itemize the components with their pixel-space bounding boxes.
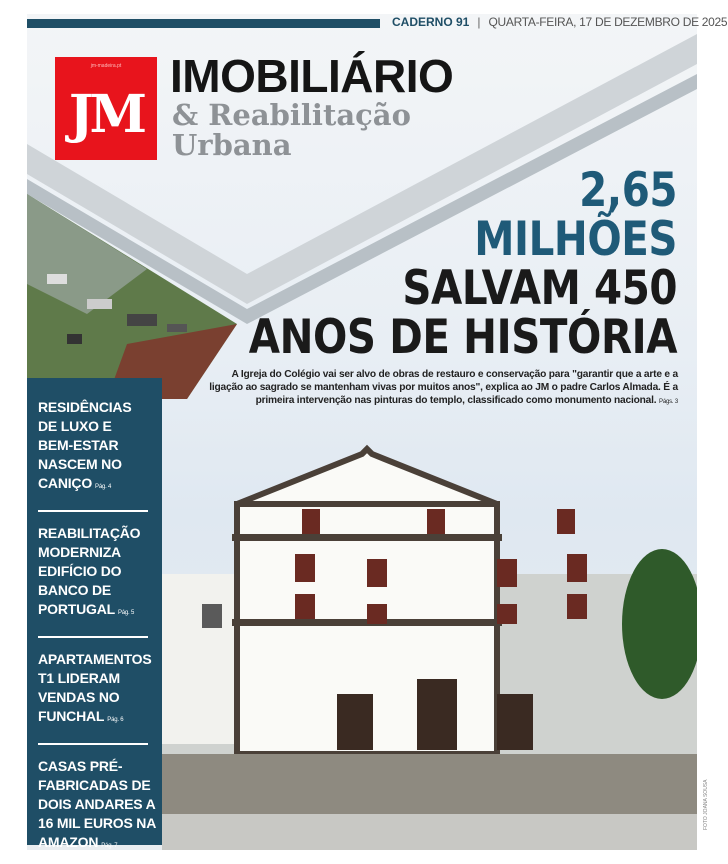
sidebar-story[interactable] xyxy=(38,524,153,623)
story-page: Pág. 7 xyxy=(101,843,118,849)
subtitle-line: Urbana xyxy=(172,128,292,162)
supplement-title: IMOBILIÁRIO xyxy=(170,50,454,102)
sidebar-story[interactable] xyxy=(38,650,160,730)
story-page: Pág. 5 xyxy=(117,610,135,616)
headline-line: ANOS DE HISTÓRIA xyxy=(248,310,677,365)
sidebar-stories xyxy=(27,378,162,850)
sidebar-story[interactable] xyxy=(38,757,162,856)
issue-header xyxy=(392,15,727,30)
story-title: CASAS PRÉ-FABRICADAS DE DOIS ANDARES A 16 MIL EUROS NA AMAZON xyxy=(38,758,156,850)
section-label: CADERNO 91 xyxy=(392,15,470,29)
header-separator: | xyxy=(477,15,481,29)
photo-credit: FOTO JOANA SOUSA xyxy=(703,779,709,830)
story-page: Pág. 6 xyxy=(107,717,124,723)
divider xyxy=(38,510,148,512)
top-bar xyxy=(27,19,380,28)
divider xyxy=(38,636,148,638)
story-title: REABILITAÇÃO MODERNIZA EDIFÍCIO DO BANCO DE PORTUGAL xyxy=(38,525,141,617)
story-page: Pág. 4 xyxy=(95,484,112,490)
story-title: RESIDÊNCIAS DE LUXO E BEM-ESTAR NASCEM NO CANIÇO xyxy=(38,399,132,491)
main-headline[interactable] xyxy=(248,163,677,365)
headline-line: 2,65 xyxy=(578,163,677,218)
headline-line: MILHÕES xyxy=(474,212,677,267)
logo-url: jm-madeira.pt xyxy=(90,63,122,69)
lead-paragraph xyxy=(208,368,678,409)
headline-line: SALVAM 450 xyxy=(402,261,677,316)
lead-text: A Igreja do Colégio vai ser alvo de obras de restauro e conservação para "garantir que a arte e a ligação ao sagrado se mantenham vivas por muitos anos", explica ao JM o padre Carlos Almada. É a primeira intervenção nas pinturas do templo, classificado como monumento nacional. xyxy=(209,369,678,406)
sidebar-story[interactable] xyxy=(38,398,138,497)
jm-logo[interactable] xyxy=(55,57,157,160)
church-photo xyxy=(162,449,697,850)
divider xyxy=(38,743,148,745)
supplement-subtitle xyxy=(172,100,411,160)
logo-text: JM xyxy=(68,84,144,145)
subtitle-line: & Reabilitação xyxy=(172,98,411,132)
lead-page-ref: Págs. 3 xyxy=(659,399,678,405)
story-title: APARTAMENTOS T1 LIDERAM VENDAS NO FUNCHAL xyxy=(38,651,152,724)
issue-date: QUARTA-FEIRA, 17 DE DEZEMBRO DE 2025 xyxy=(488,15,728,29)
